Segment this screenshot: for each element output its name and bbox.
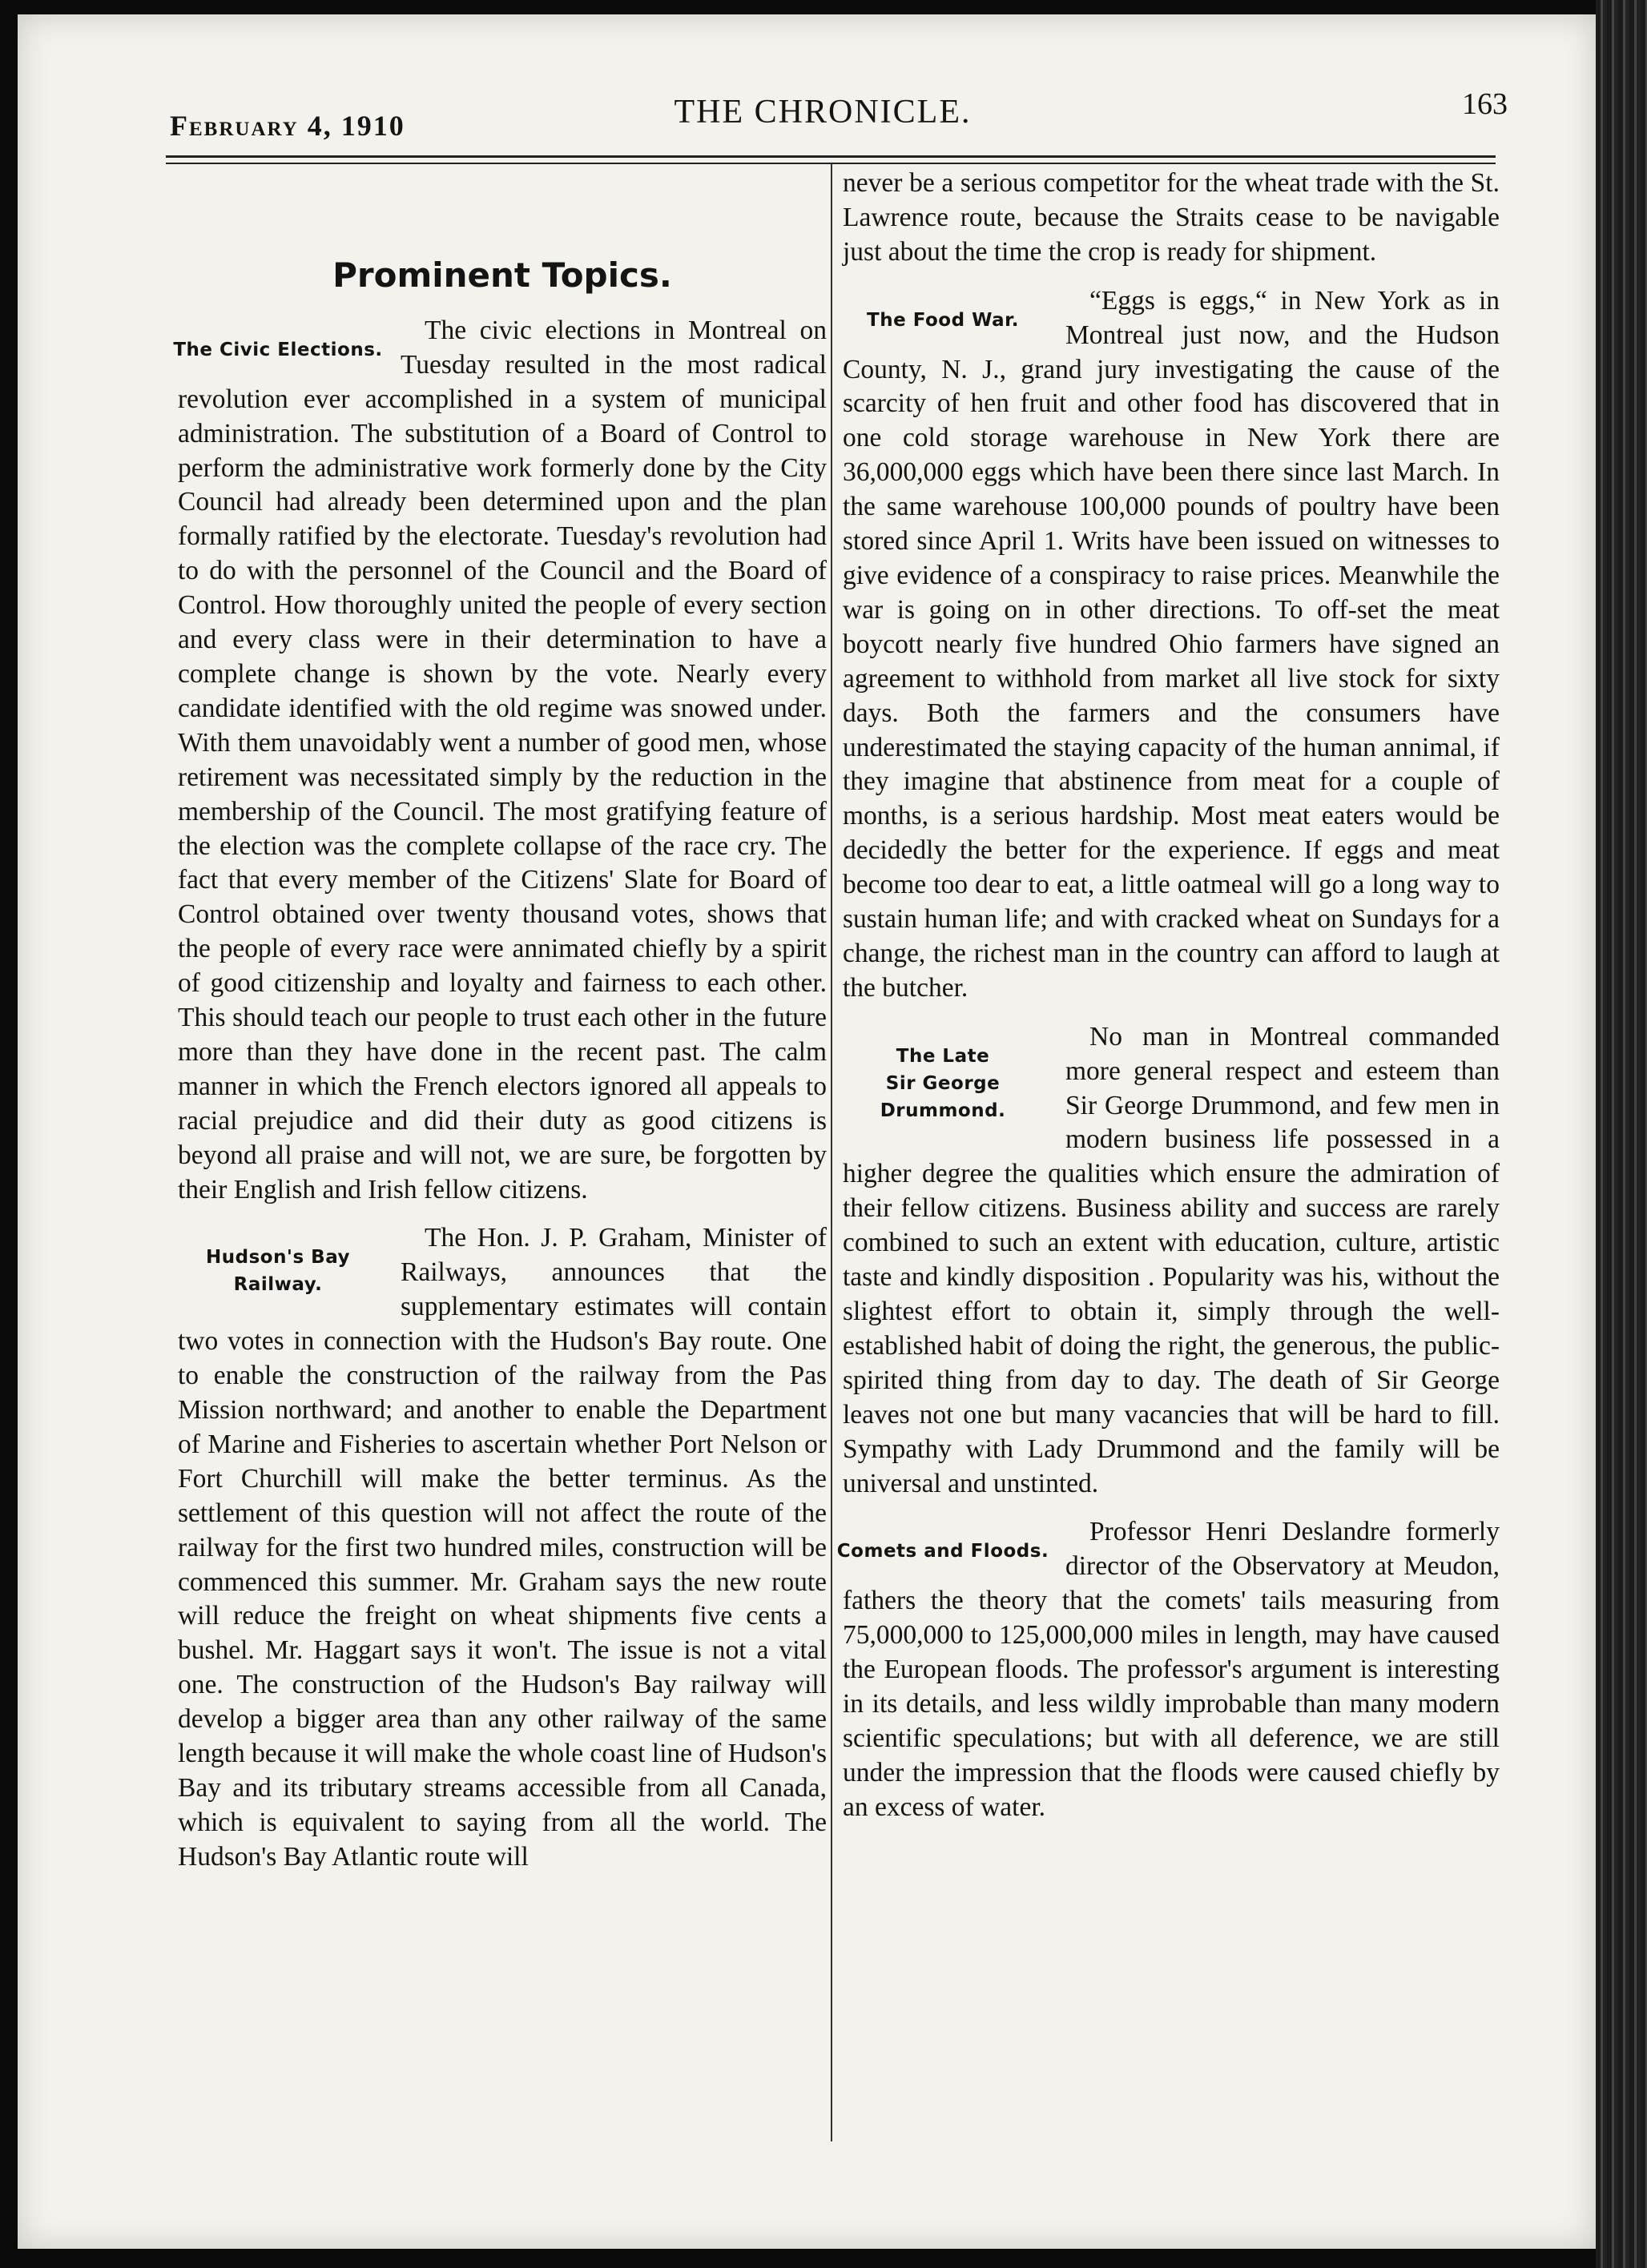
sidehead-civic-elections: [170, 336, 386, 364]
right-column: [836, 167, 1500, 1840]
article-text: The civic elections in Montreal on Tuesday resulted in the most radical revolution ever accomplished in a system of municipal administration. The substitution of a Board of Control to perform the administrative work formerly done by the City Council had already been determined upon and the plan formally ratified by the electorate. Tuesday's revolution had to do with the personnel of the Council and the Board of Control. How thoroughly united the people of every section and every class were in their determination to have a complete change is shown by the vote. Nearly every candidate identified with the old regime was snowed under. With them unavoidably went a number of good men, whose retirement was necessitated simply by the reduction in the membership of the Council. The most gratifying feature of the election was the complete collapse of the race cry. The fact that every member of the Citizens' Slate for Board of Control obtained over twenty thousand votes, shows that the people of every race were annimated chiefly by a spirit of good citizenship and loyalty and fairness to each other. This should teach our people to trust each other in the future more than they have done in the recent past. The calm manner in which the French electors ignored all appeals to racial prejudice and did their duty as good citizens is beyond all praise and will not, we are sure, be forgotten by their English and Irish fellow citizens.: [178, 315, 827, 1204]
article-food-war: [843, 284, 1500, 1006]
sidehead-label-line2: Sir George Drummond.: [880, 1072, 1006, 1121]
sidehead-drummond: [835, 1043, 1051, 1124]
column-divider: [831, 163, 832, 2141]
sidehead-label-line2: Railway.: [233, 1274, 323, 1296]
article-text: The Hon. J. P. Graham, Minister of Railways, announces that the supplementary estimates will contain two votes in connection with the Hudson's Bay route. One to enable the construction of the railway from the Pas Mission northward; and another to enable the Department of Marine and Fisheries to ascertain whether Port Nelson or Fort Churchill will make the better terminus. As the settlement of this question will not affect the route of the railway for the first two hundred miles, construction will be commenced this summer. Mr. Graham says the new route will reduce the freight on wheat shipments five cents a bushel. Mr. Haggart says it won't. The issue is not a vital one. The construction of the Hudson's Bay railway will develop a bigger area than any other railway of the same length because it will make the whole coast line of Hudson's Bay and its tributary streams accessible from all Canada, which is equivalent to saying from all the world. The Hudson's Bay Atlantic route will: [178, 1223, 827, 1872]
issue-date: February 4, 1910: [170, 110, 405, 142]
sidehead-food-war: [835, 307, 1051, 334]
sidehead-label-line1: The Late: [896, 1045, 990, 1067]
page-header: [138, 86, 1508, 151]
publication-title: THE CHRONICLE.: [674, 94, 972, 131]
sidehead-label: Comets and Floods.: [836, 1541, 1049, 1562]
newspaper-page: [18, 14, 1596, 2249]
sidehead-label: The Civic Elections.: [173, 339, 383, 360]
article-text: never be a serious competitor for the wheat trade with the St. Lawrence route, because the Straits cease to be navigable just about the time the crop is ready for shipment.: [843, 168, 1500, 267]
page-number: 163: [1462, 87, 1508, 121]
sidehead-comets: [835, 1538, 1051, 1565]
book-spine-edge: [1596, 0, 1647, 2268]
sidehead-label: The Food War.: [867, 309, 1019, 331]
sidehead-hudsons-bay: [170, 1244, 386, 1298]
article-drummond: [843, 1020, 1500, 1502]
article-civic-elections: [173, 314, 827, 1208]
article-continuation: [843, 167, 1500, 270]
article-hudsons-bay: [178, 1221, 827, 1874]
article-text: Professor Henri Deslandre formerly director of the Observatory at Meudon, fathers the theory that the comets' tails measuring from 75,000,000 to 125,000,000 miles in length, may have caused the European floods. The professor's argument is interesting in its details, and less wildly improbable than many modern scientific speculations; but with all deference, we are still under the impression that the floods were caused chiefly by an excess of water.: [843, 1517, 1500, 1822]
section-heading: Prominent Topics.: [332, 255, 672, 295]
article-text: No man in Montreal commanded more general respect and esteem than Sir George Drummond, and few men in modern business life possessed in a higher degree the qualities which ensure the admiration of their fellow citizens. Business ability and success are rarely combined to such an extent with education, culture, artistic taste and kindly disposition . Popularity was his, without the slightest effort to obtain it, simply through the well-established habit of doing the right, the generous, the public-spirited thing from day to day. The death of Sir George leaves not one but many vacancies that will be hard to fill. Sympathy with Lady Drummond and the family will be universal and unstinted.: [843, 1021, 1500, 1498]
left-column: [173, 255, 827, 1889]
article-comets: [836, 1515, 1500, 1824]
sidehead-label-line1: Hudson's Bay: [205, 1247, 351, 1269]
article-text: “Eggs is eggs,“ in New York as in Montreal just now, and the Hudson County, N. J., grand jury investigating the cause of the scarcity of hen fruit and other food has discovered that in one cold storage warehouse in New York there are 36,000,000 eggs which have been there since last March. In the same warehouse 100,000 pounds of poultry have been stored since April 1. Writs have been issued on witnesses to give evidence of a conspiracy to raise prices. Meanwhile the war is going on in other directions. To off-set the meat boycott nearly five hundred Ohio farmers have signed an agreement to withhold from market all live stock for sixty days. Both the farmers and the consumers have underestimated the staying capacity of the human annimal, if they imagine that abstinence from meat for a couple of months, is a serious hardship. Most meat eaters would be decidedly the better for the experience. If eggs and meat become too dear to eat, a little oatmeal will go a long way to sustain human life; and with cracked wheat on Sundays for a change, the richest man in the country can afford to laugh at the butcher.: [843, 285, 1500, 1003]
